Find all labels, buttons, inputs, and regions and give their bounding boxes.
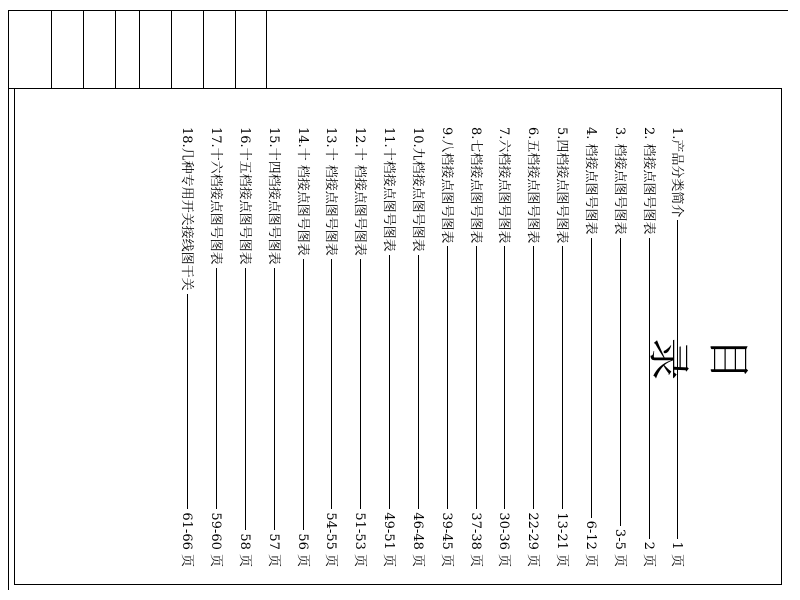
toc-leader-line (476, 246, 477, 509)
toc-entry (525, 127, 545, 567)
title-block-cell (52, 10, 84, 88)
toc-entry-label: 16.十五档接点图号图表 (236, 127, 252, 265)
toc-entry-label: 6.五档接点图号图表 (525, 127, 541, 244)
toc-entry-page: 3-5 页 (611, 528, 627, 567)
toc-leader-line (447, 246, 448, 509)
toc-leader-line (591, 238, 592, 518)
toc-entry-page: 30-36 页 (496, 512, 512, 567)
toc-leader-line (360, 259, 361, 510)
toc-entry-page: 61-66 页 (179, 512, 195, 567)
toc-entry-page: 39-45 页 (438, 512, 454, 567)
toc-entry-page: 2 页 (640, 541, 656, 567)
toc-entry-label: 8.七档接点图号图表 (467, 127, 483, 244)
toc-entry-page: 22-29 页 (525, 512, 541, 567)
toc-leader-line (649, 238, 650, 539)
toc-leader-line (303, 259, 304, 531)
toc-entry (496, 127, 516, 567)
toc-entry-page: 58 页 (236, 533, 252, 567)
page-edge-left (8, 10, 9, 590)
toc-entry-label: 14.十 档接点图号图表 (294, 127, 310, 256)
toc-entry-label: 1.产品分类简介 (669, 127, 685, 218)
toc-entry-label: 10.九档接点图号图表 (409, 127, 425, 252)
toc-entry-label: 7.六档接点图号图表 (496, 127, 512, 244)
toc-title: 目 录 (644, 337, 753, 460)
title-block-cell (8, 10, 52, 88)
rotated-content (15, 89, 781, 584)
toc-entry (554, 127, 574, 567)
toc-entry-page: 37-38 页 (467, 512, 483, 567)
toc-entry-label: 5.四档接点图号图表 (554, 127, 570, 244)
toc-entry-page: 57 页 (265, 533, 281, 567)
toc-entry (265, 127, 285, 567)
toc-leader-line (678, 220, 679, 538)
toc-entry (669, 127, 689, 567)
toc-leader-line (533, 246, 534, 509)
toc-entry-label: 2. 档接点图号图表 (640, 127, 656, 235)
toc-entry-page: 51-53 页 (352, 512, 368, 567)
toc-entry-page: 1 页 (669, 541, 685, 567)
drawing-frame (14, 88, 782, 585)
toc-entry (352, 127, 372, 567)
toc-entry-page: 46-48 页 (409, 512, 425, 567)
title-block (8, 10, 267, 89)
toc-entry (381, 127, 401, 567)
toc-entry (467, 127, 487, 567)
toc-entry (438, 127, 458, 567)
toc-leader-line (245, 268, 246, 531)
toc-entry (179, 127, 199, 567)
toc-entry-page: 54-55 页 (323, 512, 339, 567)
title-block-cell (236, 10, 266, 88)
toc-entry-page: 6-12 页 (582, 520, 598, 567)
toc-entry (323, 127, 343, 567)
toc-entry-page: 59-60 页 (208, 512, 223, 567)
toc-leader-line (562, 246, 563, 509)
toc-entry-label: 15.十四档接点图号图表 (265, 127, 281, 265)
toc-leader-line (187, 294, 188, 510)
title-block-cell (204, 10, 236, 88)
toc-leader-line (331, 259, 332, 510)
toc-entry-label: 9.八档接点图号图表 (438, 127, 454, 244)
toc-entry-page: 56 页 (294, 533, 310, 567)
toc-leader-line (389, 255, 390, 510)
toc-entry (236, 127, 256, 567)
toc-entry-label: 4. 档接点图号图表 (582, 127, 598, 235)
toc-entry-label: 11.十档接点图号图表 (381, 127, 397, 252)
title-block-cell (172, 10, 204, 88)
title-block-cell (84, 10, 116, 88)
toc-entry-page: 13-21 页 (554, 512, 570, 567)
toc-leader-line (418, 255, 419, 510)
toc-entry-label: 3. 档接点图号图表 (611, 127, 627, 235)
toc-leader-line (216, 268, 217, 510)
toc-entry (640, 127, 660, 567)
title-block-cell (116, 10, 140, 88)
toc-entry (582, 127, 602, 567)
toc-entry (611, 127, 631, 567)
toc-list (170, 127, 689, 567)
toc-entry-label: 12.十 档接点图号图表 (352, 127, 368, 256)
toc-entry-label: 18.几种专用开关接线图干关 (179, 127, 195, 291)
toc-entry (409, 127, 429, 567)
toc-leader-line (620, 238, 621, 526)
toc-entry (208, 127, 228, 567)
toc-entry (294, 127, 314, 567)
toc-leader-line (504, 246, 505, 509)
toc-entry-label: 17.十六档接点图号图表 (208, 127, 223, 265)
toc-entry-page: 49-51 页 (381, 512, 397, 567)
toc-entry-label: 13.十 档接点图号图表 (323, 127, 339, 256)
toc-leader-line (274, 268, 275, 531)
title-block-cell (140, 10, 172, 88)
